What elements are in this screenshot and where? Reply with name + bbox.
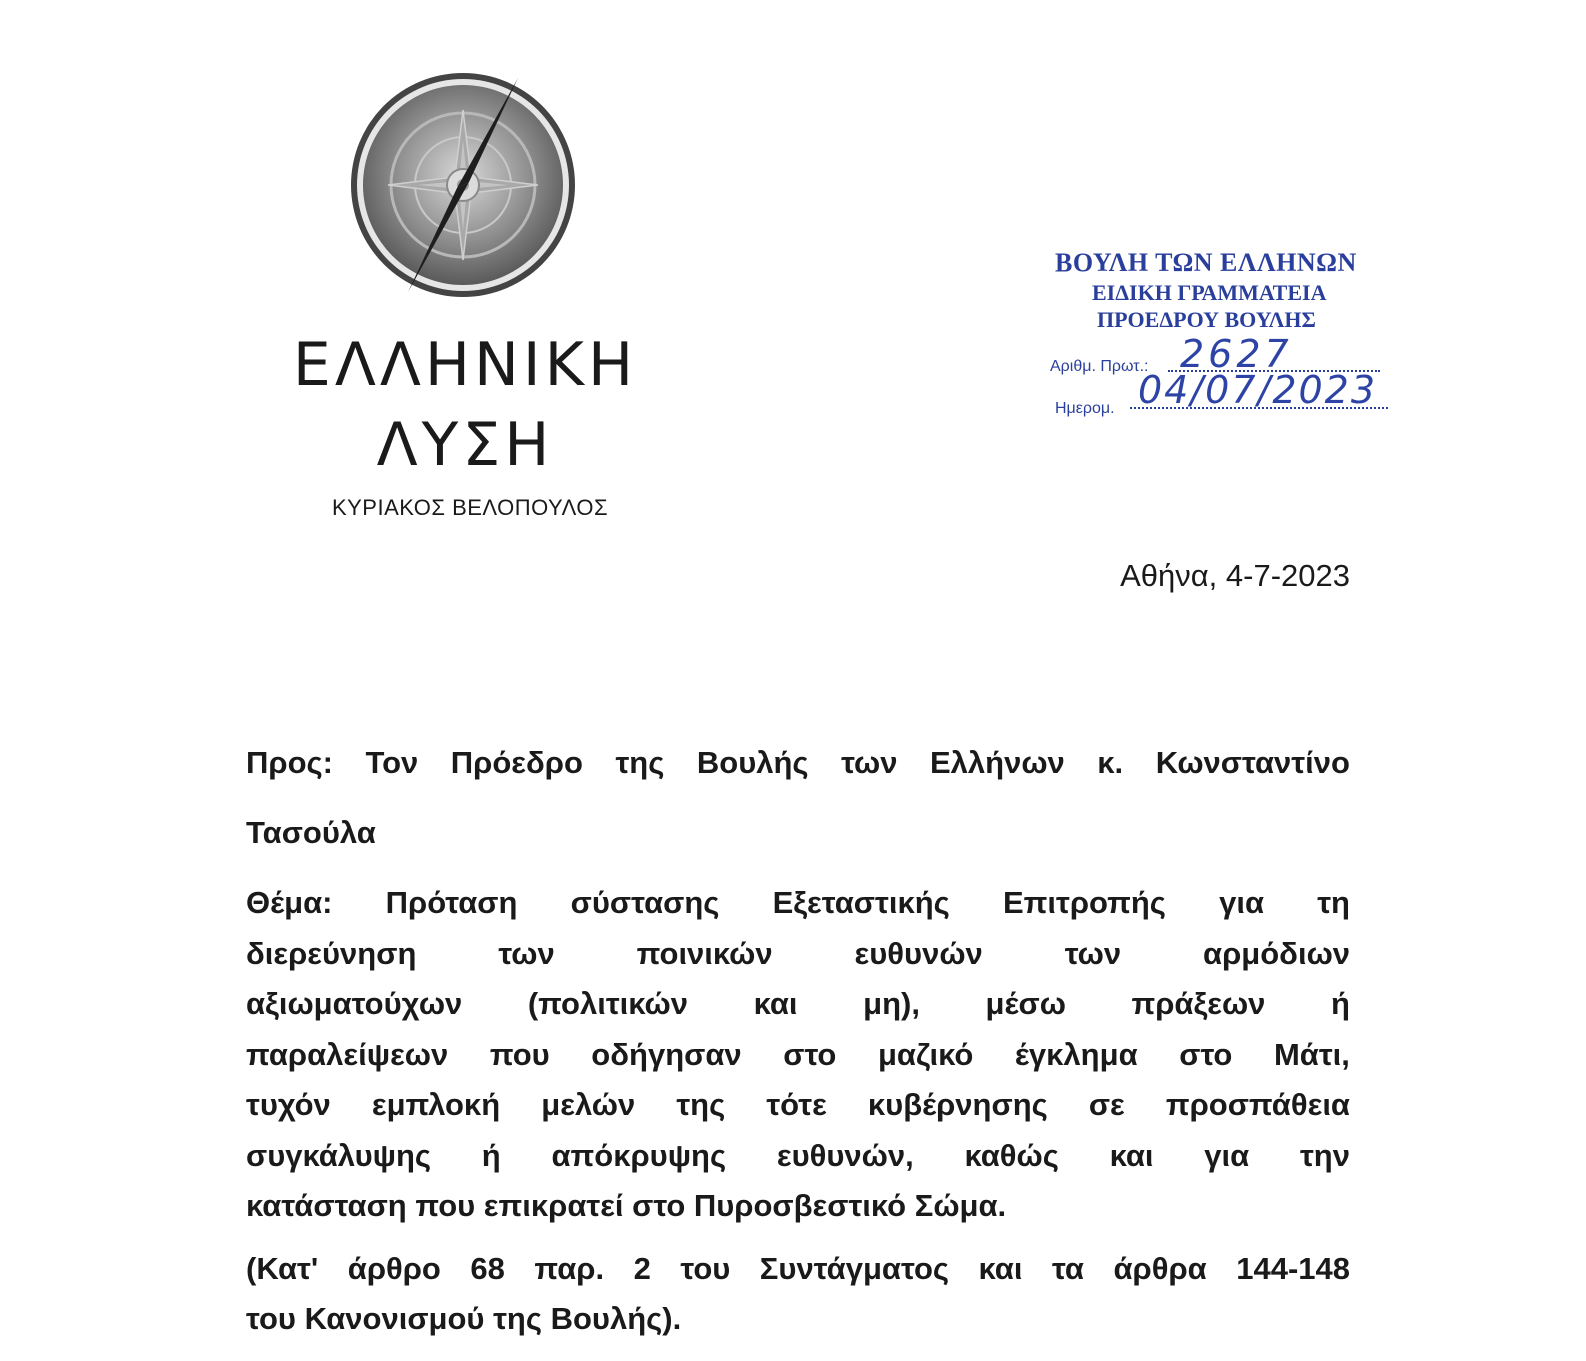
article-row1	[246, 1244, 1350, 1294]
stamp-line3: ΠΡΟΕΔΡΟΥ ΒΟΥΛΗΣ	[1097, 307, 1316, 332]
subject-row	[246, 1030, 1350, 1081]
stamp-date-label: Ημερομ.	[1055, 400, 1115, 417]
article-row2: του Κανονισμού της Βουλής).	[246, 1301, 682, 1336]
subject-word: προσπάθεια	[1165, 1087, 1350, 1122]
place-date: Αθήνα, 4-7-2023	[1120, 558, 1350, 593]
subject-word: ποινικών	[636, 935, 773, 971]
article-reference	[246, 1244, 1350, 1344]
subject-word: εμπλοκή	[371, 1087, 501, 1122]
stamp-line1: ΒΟΥΛΗ ΤΩΝ ΕΛΛΗΝΩΝ	[1055, 248, 1357, 277]
subject-word: καθώς	[964, 1137, 1059, 1173]
subject-word: ευθυνών,	[776, 1137, 914, 1173]
subject-row	[246, 878, 1350, 929]
subject-row	[246, 929, 1350, 980]
subject-word: στο	[1179, 1036, 1233, 1072]
subject-word: μη),	[863, 986, 920, 1021]
recipient-line1	[246, 728, 1350, 798]
subject-word: της	[676, 1087, 726, 1122]
subject-word: τυχόν	[246, 1087, 331, 1122]
subject-row	[246, 1131, 1350, 1182]
subject-word: Επιτροπής	[1003, 885, 1166, 920]
subject-word: πράξεων	[1131, 986, 1266, 1021]
recipient-word: κ.	[1097, 745, 1124, 780]
subject-word: ή	[481, 1137, 501, 1173]
subject-word: την	[1299, 1137, 1350, 1173]
subject-word: Εξεταστικής	[772, 885, 950, 920]
subject-word: απόκρυψης	[551, 1137, 727, 1173]
subject-word: Μάτι,	[1273, 1036, 1350, 1072]
subject-word: κυβέρνησης	[867, 1087, 1048, 1122]
recipient-word: Βουλής	[696, 745, 809, 780]
article-word: 2	[633, 1251, 651, 1286]
subject-word: σύστασης	[570, 885, 720, 920]
subject-word: παραλείψεων	[246, 1036, 449, 1072]
article-word: 68	[470, 1251, 505, 1286]
recipient-word: Κωνσταντίνο	[1155, 745, 1350, 780]
recipient-word: των	[841, 745, 898, 780]
article-word: τα	[1051, 1251, 1084, 1286]
article-word: και	[978, 1251, 1023, 1286]
compass-icon	[348, 70, 578, 300]
subject-row	[246, 979, 1350, 1030]
article-word: Συντάγματος	[759, 1251, 950, 1286]
recipient-word: Πρόεδρο	[450, 745, 583, 780]
stamp-date-value: 04/07/2023	[1138, 368, 1378, 412]
subject-word: μελών	[541, 1087, 636, 1122]
subject-word: των	[1064, 935, 1122, 971]
subject-word: ή	[1331, 986, 1350, 1021]
party-leader: ΚΥΡΙΑΚΟΣ ΒΕΛΟΠΟΥΛΟΣ	[331, 495, 609, 520]
stamp-protocol-number: 2627	[1180, 332, 1293, 376]
party-name-line1: ΕΛΛΗΝΙΚΗ	[292, 330, 638, 400]
subject-word: των	[498, 935, 555, 971]
subject-last-row: κατάσταση που επικρατεί στο Πυροσβεστικό Σώμα.	[246, 1188, 1007, 1223]
subject-word: μέσω	[985, 986, 1066, 1021]
subject-row	[246, 1080, 1350, 1131]
party-name	[275, 325, 655, 485]
subject-word: στο	[783, 1036, 837, 1072]
recipient-word: της	[615, 745, 665, 780]
subject-word: σε	[1088, 1087, 1125, 1122]
stamp-line2: ΕΙΔΙΚΗ ΓΡΑΜΜΑΤΕΙΑ	[1092, 280, 1327, 305]
subject-word: διερεύνηση	[246, 935, 417, 971]
subject-word: Θέμα:	[246, 885, 333, 920]
subject-word: (πολιτικών	[527, 986, 688, 1021]
subject-word: που	[489, 1036, 550, 1072]
subject-word: ευθυνών	[854, 935, 983, 971]
article-word: άρθρα	[1113, 1251, 1207, 1286]
recipient-word: Τον	[365, 745, 419, 780]
subject-word: και	[1109, 1137, 1154, 1173]
subject-word: τότε	[766, 1087, 827, 1122]
recipient-word: Ελλήνων	[929, 745, 1065, 780]
article-word: άρθρο	[347, 1251, 441, 1286]
recipient-block	[246, 728, 1350, 868]
parliament-stamp	[1050, 240, 1450, 430]
subject-word: και	[753, 986, 798, 1021]
subject-word: αξιωματούχων	[246, 986, 463, 1021]
article-word: του	[680, 1251, 731, 1286]
article-word: παρ.	[534, 1251, 605, 1286]
subject-word: για	[1204, 1137, 1250, 1173]
subject-word: συγκάλυψης	[246, 1137, 432, 1173]
recipient-word: Προς:	[246, 745, 333, 780]
subject-word: για	[1219, 885, 1265, 920]
subject-word: μαζικό	[877, 1036, 974, 1072]
stamp-protocol-label: Αριθμ. Πρωτ.:	[1050, 358, 1149, 375]
subject-word: τη	[1317, 885, 1350, 920]
recipient-line2: Τασούλα	[246, 815, 376, 850]
subject-word: αρμόδιων	[1203, 935, 1350, 971]
article-word: 144-148	[1236, 1251, 1350, 1286]
subject-word: οδήγησαν	[591, 1036, 742, 1072]
article-word: (Κατ'	[246, 1251, 319, 1286]
subject-word: Πρόταση	[385, 885, 518, 920]
subject-block	[246, 878, 1350, 1232]
party-name-line2: ΛΥΣΗ	[376, 410, 554, 480]
subject-word: έγκλημα	[1014, 1036, 1138, 1072]
